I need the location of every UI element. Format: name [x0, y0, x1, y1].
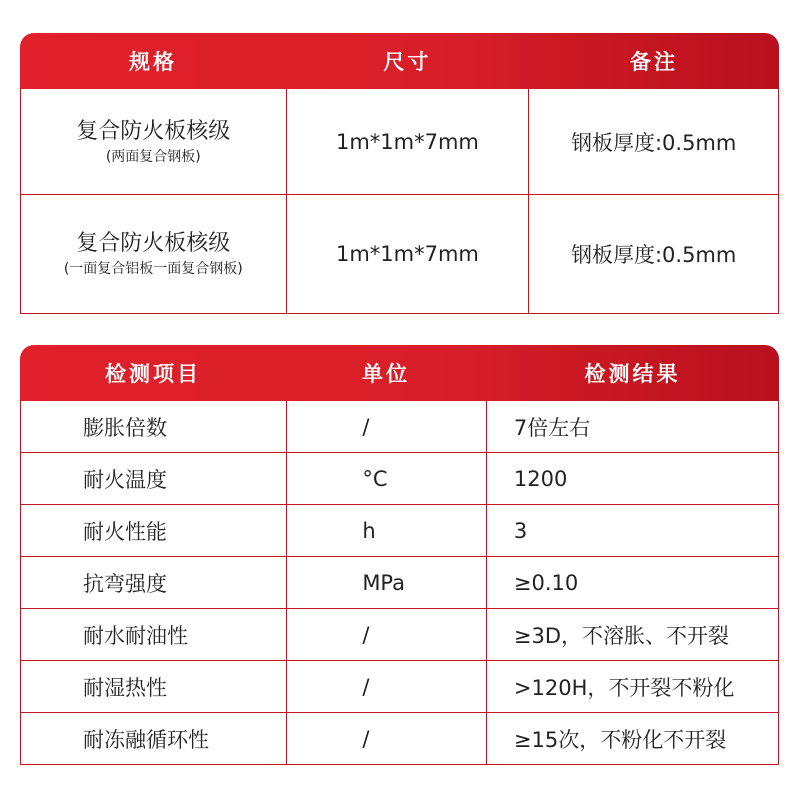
- spec-size: 1m*1m*7mm: [286, 89, 529, 194]
- test-unit: /: [286, 609, 486, 660]
- spec-table: [20, 33, 779, 314]
- test-unit: MPa: [286, 557, 486, 608]
- table-row: [21, 556, 778, 608]
- spec-name-cell: [21, 89, 286, 194]
- test-table-header: [20, 345, 779, 401]
- test-unit: /: [286, 713, 486, 764]
- header-unit: 单位: [362, 362, 410, 386]
- test-unit: /: [286, 661, 486, 712]
- test-result: ≥3D，不溶胀、不开裂: [486, 609, 778, 660]
- table-row: [21, 452, 778, 504]
- spec-subname: (一面复合铝板一面复合钢板): [63, 261, 243, 277]
- test-item: 耐冻融循环性: [83, 727, 209, 752]
- table-row: [21, 401, 778, 452]
- table-row: [21, 608, 778, 660]
- test-result: 1200: [486, 453, 778, 504]
- test-unit: /: [286, 401, 486, 452]
- test-item: 耐火性能: [83, 519, 167, 544]
- spec-size: 1m*1m*7mm: [286, 195, 529, 313]
- test-unit: h: [286, 505, 486, 556]
- header-spec: 规格: [129, 50, 177, 74]
- test-result: >120H，不开裂不粉化: [486, 661, 778, 712]
- table-row: [21, 194, 778, 313]
- header-size: 尺寸: [383, 50, 432, 74]
- test-item: 耐湿热性: [83, 675, 167, 700]
- test-result: ≥0.10: [486, 557, 778, 608]
- spec-note: 钢板厚度:0.5mm: [528, 89, 778, 194]
- spec-name: 复合防火板核级: [76, 118, 231, 144]
- table-row: [21, 89, 778, 194]
- spec-name: 复合防火板核级: [76, 231, 231, 256]
- test-table: [20, 345, 779, 765]
- spec-subname: (两面复合钢板): [105, 148, 201, 165]
- table-row: [21, 504, 778, 556]
- test-item: 耐水耐油性: [83, 623, 188, 648]
- header-result: 检测结果: [584, 362, 681, 386]
- test-item: 耐火温度: [83, 467, 167, 492]
- test-item: 膨胀倍数: [83, 415, 167, 440]
- test-result: ≥15次，不粉化不开裂: [486, 713, 778, 764]
- test-result: 7倍左右: [486, 401, 778, 452]
- table-row: [21, 712, 778, 764]
- test-result: 3: [486, 505, 778, 556]
- table-row: [21, 660, 778, 712]
- test-unit: °C: [286, 453, 486, 504]
- spec-name-cell: [21, 195, 286, 313]
- header-test-item: 检测项目: [105, 362, 201, 386]
- spec-table-header: [20, 33, 779, 89]
- spec-note: 钢板厚度:0.5mm: [528, 195, 778, 313]
- test-item: 抗弯强度: [83, 571, 167, 596]
- header-note: 备注: [630, 50, 678, 74]
